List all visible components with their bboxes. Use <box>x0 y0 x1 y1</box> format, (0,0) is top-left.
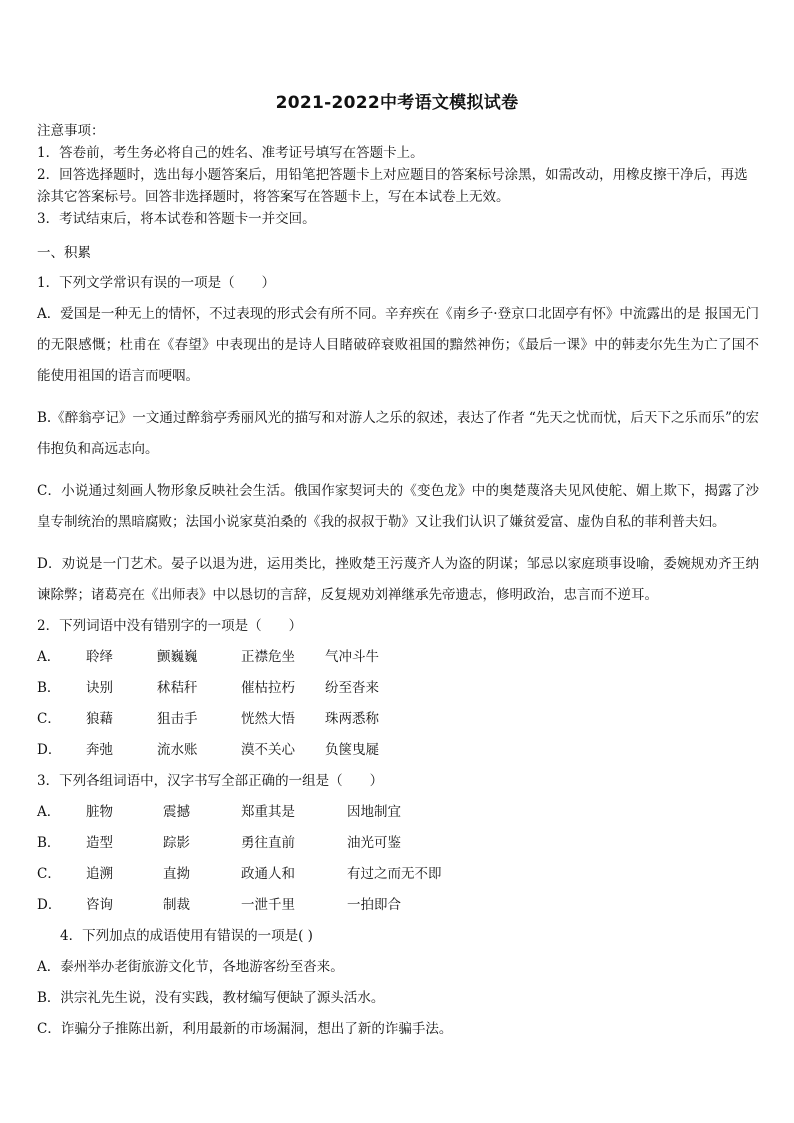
option-letter: C． <box>37 711 61 727</box>
question-4-option-a: A．泰州举办老街旅游文化节，各地游客纷至沓来。 <box>37 959 344 975</box>
option-word: 勇往直前 <box>241 835 295 851</box>
option-word: 奔弛 <box>86 742 113 758</box>
option-word: 一拍即合 <box>347 897 401 913</box>
question-4-option-b: B．洪宗礼先生说，没有实践，教材编写便缺了源头活水。 <box>37 990 385 1006</box>
question-1-option-a: A．爱国是一种无上的情怀，不过表现的形式会有所不同。辛弃疾在《南乡子·登京口北固亭有怀》中流露出的是 报国无门的无限感慨；杜甫在《春望》中表现出的是诗人目睹破碎衰败祖国的黯然神伤；《最后一课》中的韩麦尔先生为亡了国不能使用祖国的语言而哽咽。 <box>37 306 759 384</box>
question-4-stem: 4．下列加点的成语使用有错误的一项是( ) <box>60 928 313 944</box>
option-word: 恍然大悟 <box>241 711 295 727</box>
option-word: 制裁 <box>163 897 190 913</box>
question-3-option-row <box>37 890 759 921</box>
option-letter: B． <box>37 680 61 696</box>
option-word: 颤巍巍 <box>157 649 198 665</box>
question-2-option-row <box>37 704 759 735</box>
question-2-option-row <box>37 673 759 704</box>
option-word: 脏物 <box>86 804 113 820</box>
question-2-option-row <box>37 642 759 673</box>
option-word: 纷至沓来 <box>325 680 379 696</box>
option-letter: D． <box>37 742 62 758</box>
question-4-option-c: C．诈骗分子推陈出新，利用最新的市场漏洞，想出了新的诈骗手法。 <box>37 1021 453 1037</box>
option-word: 漠不关心 <box>241 742 295 758</box>
option-word: 郑重其是 <box>241 804 295 820</box>
option-word: 咨询 <box>86 897 113 913</box>
option-word: 政通人和 <box>241 866 295 882</box>
notice-item: 3．考试结束后，将本试卷和答题卡一并交回。 <box>37 211 316 227</box>
notice-item: 2．回答选择题时，选出每小题答案后，用铅笔把答题卡上对应题目的答案标号涂黑，如需改动，用橡皮擦干净后，再选涂其它答案标号。回答非选择题时，将答案写在答题卡上，写在本试卷上无效。 <box>37 167 748 205</box>
question-3-option-row <box>37 828 759 859</box>
option-word: 因地制宜 <box>347 804 401 820</box>
option-letter: A． <box>37 804 61 820</box>
option-word: 狼藉 <box>86 711 113 727</box>
option-word: 有过之而无不即 <box>347 866 442 882</box>
question-2-stem: 2．下列词语中没有错别字的一项是（ ） <box>37 618 303 634</box>
option-letter: C． <box>37 866 61 882</box>
question-2-option-row <box>37 735 759 766</box>
question-1-option-c: C．小说通过刻画人物形象反映社会生活。俄国作家契诃夫的《变色龙》中的奥楚蔑洛夫见风使舵、媚上欺下，揭露了沙皇专制统治的黑暗腐败；法国小说家莫泊桑的《我的叔叔于勒》又让我们认识了嫌贫爱富、虚伪自私的菲利普夫妇。 <box>37 483 759 530</box>
question-1-option-b: B.《醉翁亭记》一文通过醉翁亭秀丽风光的描写和对游人之乐的叙述，表达了作者 “先天之忧而忧，后天下之乐而乐”的宏伟抱负和高远志向。 <box>37 410 759 457</box>
option-letter: D． <box>37 897 62 913</box>
option-word: 秫秸秆 <box>157 680 198 696</box>
question-1-stem: 1．下列文学常识有误的一项是（ ） <box>37 275 276 291</box>
option-word: 气冲斗牛 <box>325 649 379 665</box>
option-word: 油光可鉴 <box>347 835 401 851</box>
option-word: 追溯 <box>86 866 113 882</box>
notice-heading: 注意事项： <box>37 123 105 139</box>
question-3-option-row <box>37 859 759 890</box>
notice-item: 1．答卷前，考生务必将自己的姓名、准考证号填写在答题卡上。 <box>37 145 424 161</box>
question-3-stem: 3．下列各组词语中，汉字书写全部正确的一组是（ ） <box>37 773 384 789</box>
section-heading: 一、积累 <box>37 245 91 261</box>
option-word: 催枯拉朽 <box>241 680 295 696</box>
option-word: 流水账 <box>157 742 198 758</box>
option-letter: B． <box>37 835 61 851</box>
option-word: 一泄千里 <box>241 897 295 913</box>
question-3-option-row <box>37 797 759 828</box>
option-letter: A． <box>37 649 61 665</box>
option-word: 负箧曳屣 <box>325 742 379 758</box>
option-word: 聆绎 <box>86 649 113 665</box>
question-body <box>37 243 759 1045</box>
option-word: 珠两悉称 <box>325 711 379 727</box>
option-word: 直拗 <box>163 866 190 882</box>
option-word: 震撼 <box>163 804 190 820</box>
option-word: 正襟危坐 <box>241 649 295 665</box>
option-word: 诀别 <box>86 680 113 696</box>
page-title: 2021-2022中考语文模拟试卷 <box>275 93 519 113</box>
option-word: 造型 <box>86 835 113 851</box>
question-1-option-d: D．劝说是一门艺术。晏子以退为进，运用类比，挫败楚王污蔑齐人为盗的阴谋；邹忌以家庭琐事设喻，委婉规劝齐王纳谏除弊；诸葛亮在《出师表》中以恳切的言辞，反复规劝刘禅继承先帝遗志，修明政治，忠言而不逆耳。 <box>37 556 759 603</box>
option-word: 狙击手 <box>157 711 198 727</box>
notice-block <box>37 120 759 230</box>
option-word: 踪影 <box>163 835 190 851</box>
